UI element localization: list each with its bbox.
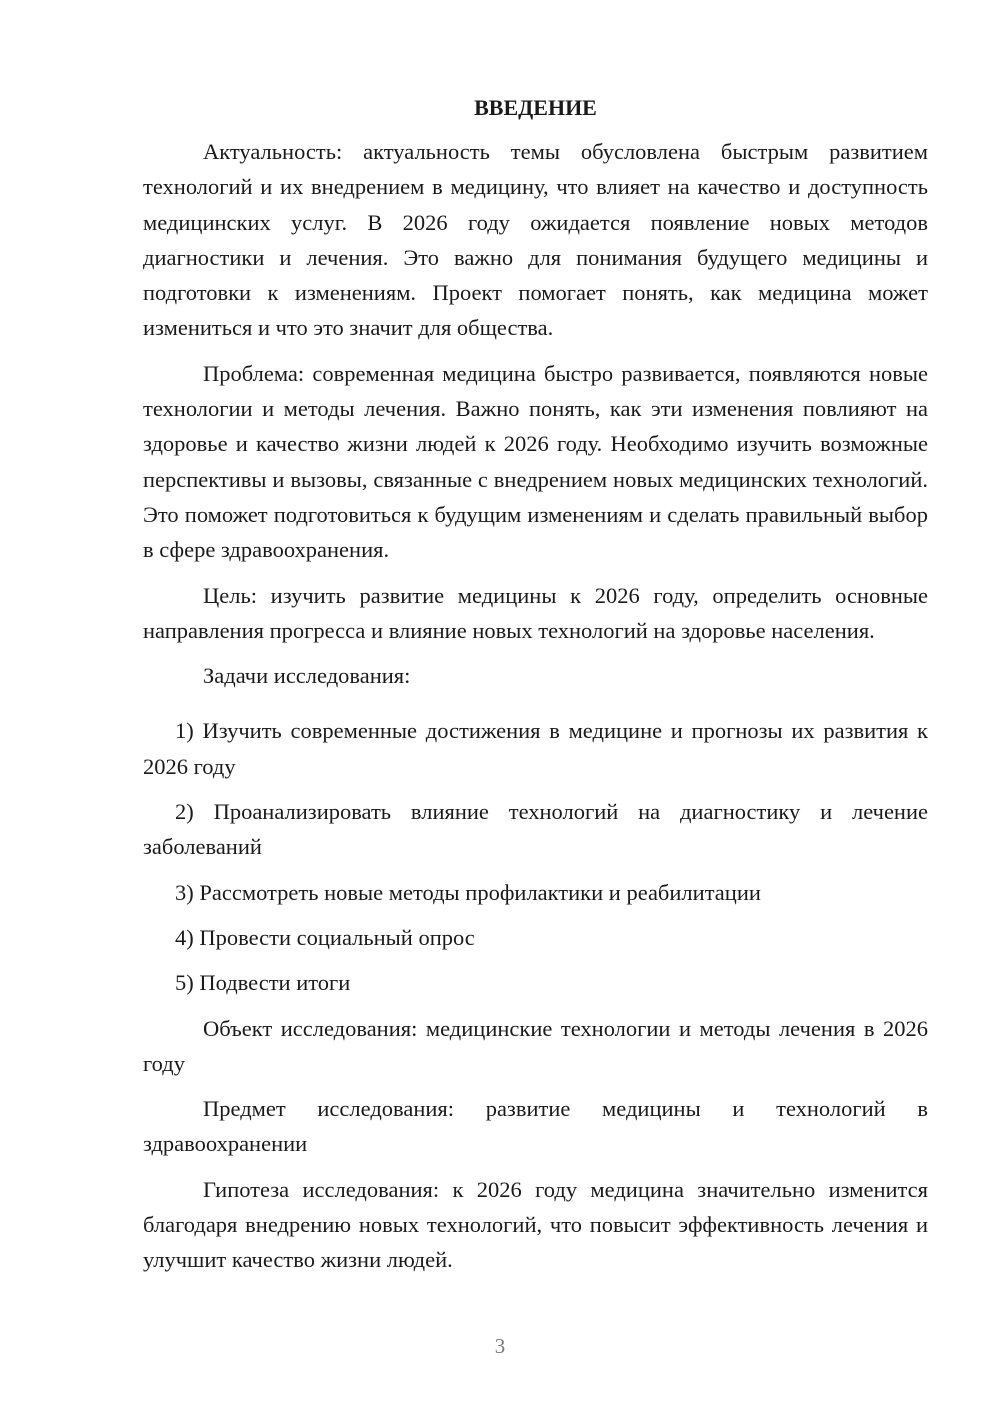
- section-title: ВВЕДЕНИЕ: [474, 95, 597, 120]
- task-item-4: 4) Провести социальный опрос: [175, 924, 475, 950]
- task-item-3: 3) Рассмотреть новые методы профилактики и реабилитации: [175, 879, 761, 905]
- problem-paragraph: Проблема: современная медицина быстро развивается, появляются новые технологии и методы лечения. Важно понять, как эти изменения повлияют на здоровье и качество жизни людей к 2026 году. Необходимо изучить возможные перспективы и вызовы, связанные с внедрением новых медицинских технологий. Это поможет подготовиться к будущим изменениям и сделать правильный выбор в сфере здравоохранения.: [143, 360, 928, 563]
- page-body: [143, 90, 928, 1278]
- goal-paragraph: Цель: изучить развитие медицины к 2026 году, определить основные направления прогресса и влияние новых технологий на здоровье населения.: [143, 582, 928, 643]
- subject-paragraph: Предмет исследования: развитие медицины и технологий в здравоохранении: [143, 1096, 928, 1157]
- task-item-5: 5) Подвести итоги: [175, 970, 351, 996]
- page-number: 3: [494, 1334, 506, 1358]
- object-paragraph: Объект исследования: медицинские технологии и методы лечения в 2026 году: [143, 1015, 928, 1076]
- tasks-heading: Задачи исследования:: [203, 663, 411, 689]
- hypothesis-paragraph: Гипотеза исследования: к 2026 году медицина значительно изменится благодаря внедрению новых технологий, что повысит эффективность лечения и улучшит качество жизни людей.: [143, 1176, 928, 1273]
- task-item-2: 2) Проанализировать влияние технологий на диагностику и лечение заболеваний: [143, 799, 928, 860]
- task-item-1: 1) Изучить современные достижения в медицине и прогнозы их развития к 2026 году: [143, 718, 928, 779]
- relevance-paragraph: Актуальность: актуальность темы обусловлена быстрым развитием технологий и их внедрением в медицину, что влияет на качество и доступность медицинских услуг. В 2026 году ожидается появление новых методов диагностики и лечения. Это важно для понимания будущего медицины и подготовки к изменениям. Проект помогает понять, как медицина может измениться и что это значит для общества.: [143, 139, 928, 341]
